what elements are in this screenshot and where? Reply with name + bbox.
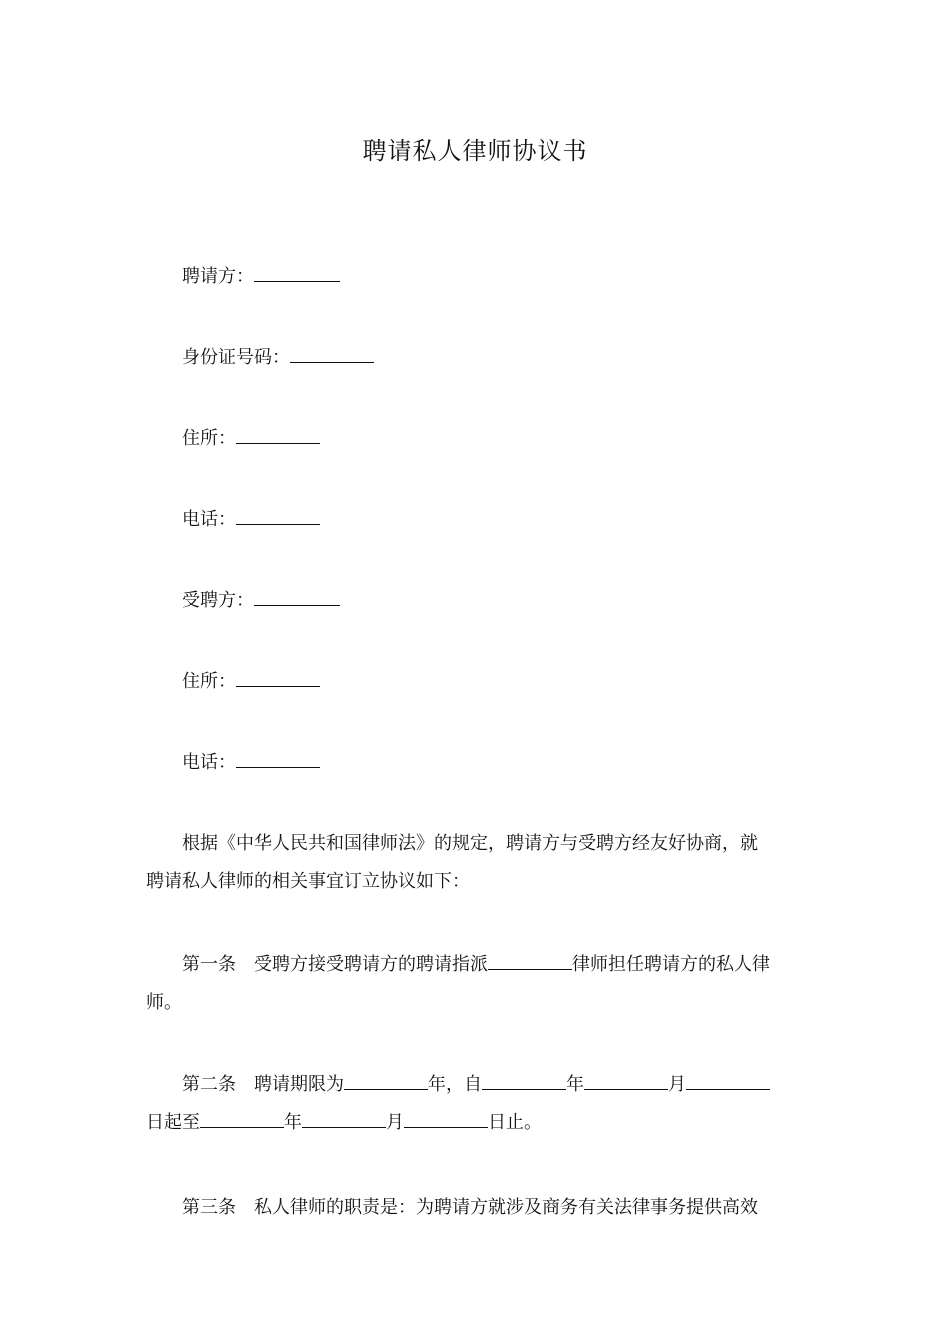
article-2-line-2 <box>146 1104 808 1142</box>
employee-field <box>182 587 340 615</box>
article-2-text-e: 日起至 <box>146 1112 200 1133</box>
article-3-text: 私人律师的职责是：为聘请方就涉及商务有关法律事务提供高效 <box>254 1197 758 1218</box>
article-2-text-b: 年，自 <box>428 1074 482 1095</box>
article-1-text-b: 律师担任聘请方的私人律 <box>572 954 770 975</box>
start-day-blank <box>686 1071 770 1090</box>
start-month-blank <box>584 1071 668 1090</box>
end-month-blank <box>302 1109 386 1128</box>
intro-line-2: 聘请私人律师的相关事宜订立协议如下： <box>146 871 470 892</box>
id-number-blank <box>290 344 374 363</box>
article-3 <box>146 1189 808 1227</box>
address2-label: 住所： <box>182 671 236 692</box>
address2-blank <box>236 668 320 687</box>
phone1-label: 电话： <box>182 509 236 530</box>
article-1 <box>146 946 808 1022</box>
address2-field <box>182 668 320 696</box>
start-year-blank <box>482 1071 566 1090</box>
address1-blank <box>236 425 320 444</box>
phone2-blank <box>236 749 320 768</box>
article-3-label: 第三条 <box>182 1197 236 1218</box>
phone2-label: 电话： <box>182 752 236 773</box>
address1-label: 住所： <box>182 428 236 449</box>
address1-field <box>182 425 320 453</box>
article-2-text-g: 月 <box>386 1112 404 1133</box>
lawyer-name-blank <box>488 951 572 970</box>
article-2-text-c: 年 <box>566 1074 584 1095</box>
article-2-line-1 <box>146 1066 808 1104</box>
article-1-text-a: 受聘方接受聘请方的聘请指派 <box>254 954 488 975</box>
id-number-label: 身份证号码： <box>182 347 290 368</box>
article-2-text-f: 年 <box>284 1112 302 1133</box>
intro-line-1: 根据《中华人民共和国律师法》的规定，聘请方与受聘方经友好协商，就 <box>182 833 758 854</box>
phone2-field <box>182 749 320 777</box>
employee-blank <box>254 587 340 606</box>
phone1-blank <box>236 506 320 525</box>
employer-blank <box>254 263 340 282</box>
article-2-text-a: 聘请期限为 <box>254 1074 344 1095</box>
article-2-label: 第二条 <box>182 1074 236 1095</box>
end-year-blank <box>200 1109 284 1128</box>
article-3-line-1 <box>146 1189 808 1227</box>
article-1-line-2: 师。 <box>146 992 182 1013</box>
article-2 <box>146 1066 808 1142</box>
article-1-label: 第一条 <box>182 954 236 975</box>
employer-field <box>182 263 340 291</box>
article-1-line-1 <box>146 946 808 984</box>
phone1-field <box>182 506 320 534</box>
article-2-text-h: 日止。 <box>488 1112 542 1133</box>
end-day-blank <box>404 1109 488 1128</box>
intro-paragraph <box>146 825 808 901</box>
article-2-text-d: 月 <box>668 1074 686 1095</box>
employee-label: 受聘方： <box>182 590 254 611</box>
id-number-field <box>182 344 374 372</box>
document-title: 聘请私人律师协议书 <box>362 137 588 165</box>
employer-label: 聘请方： <box>182 266 254 287</box>
term-years-blank <box>344 1071 428 1090</box>
